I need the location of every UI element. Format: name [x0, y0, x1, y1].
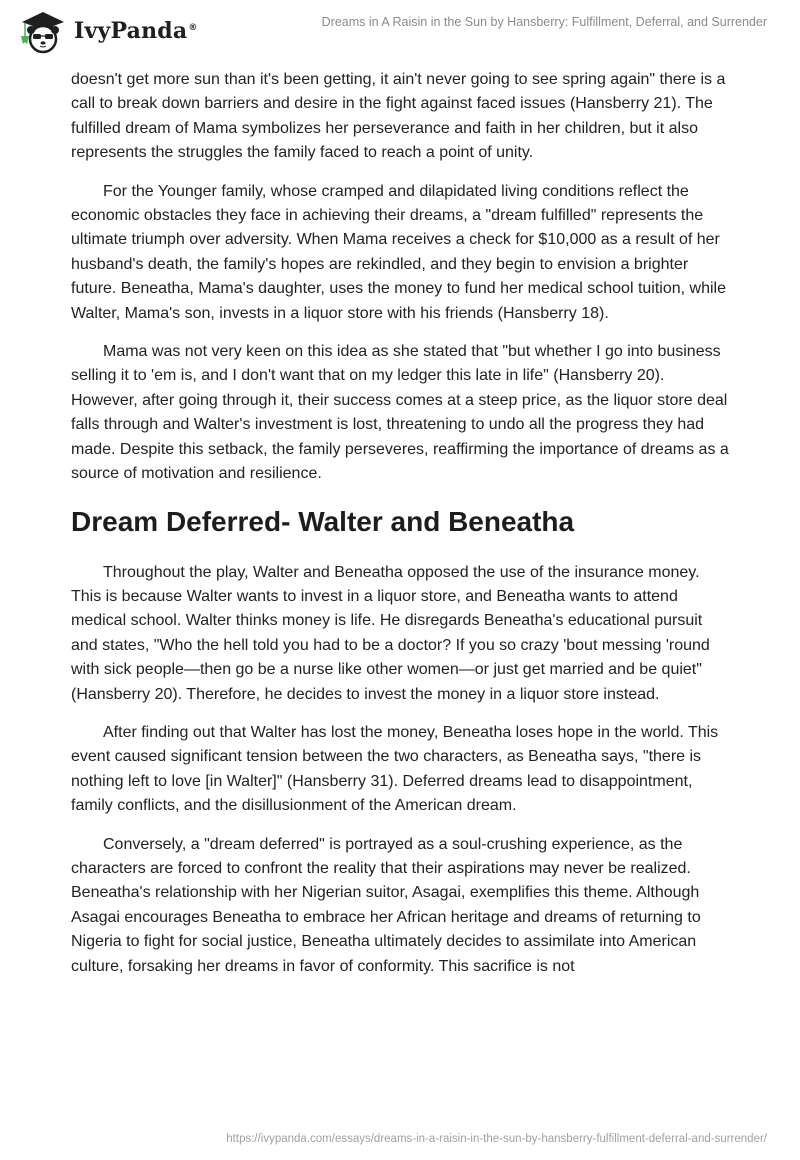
- paragraph: For the Younger family, whose cramped and dilapidated living conditions reflect the economic obstacles they face in achieving their dreams, a "dream fulfilled" represents the ultimate triumph over adversity. When Mama receives a check for $10,000 as a result of her husband's death, the family's hopes are rekindled, and they begin to envision a brighter future. Beneatha, Mama's daughter, uses the money to fund her medical school tuition, while Walter, Mama's son, invests in a liquor store with his friends (Hansberry 18).: [71, 182, 726, 322]
- page-header: [0, 0, 800, 56]
- source-url[interactable]: https://ivypanda.com/essays/dreams-in-a-raisin-in-the-sun-by-hansberry-fulfillment-deferral-and-surrender/: [226, 1133, 767, 1145]
- logo-wordmark: [74, 18, 198, 44]
- paragraph: doesn't get more sun than it's been getting, it ain't never going to see spring again" there is a call to break down barriers and desire in the fight against faced issues (Hansberry 21). The fulfilled dream of Mama symbolizes her perseverance and faith in her children, but it also represents the struggles the family faced to reach a point of unity.: [71, 71, 726, 162]
- logo-name: IvyPanda: [74, 18, 188, 44]
- registered-mark: ®: [188, 22, 198, 33]
- paragraph: Mama was not very keen on this idea as she stated that "but whether I go into business selling it to 'em is, and I don't want that on my ledger this late in life" (Hansberry 20). However, after going through it, their success comes at a steep price, as the liquor store deal falls through and Walter's investment is lost, threatening to undo all the progress they had made. Despite this setback, the family perseveres, reaffirming the importance of dreams as a source of motivation and resilience.: [71, 343, 729, 483]
- paragraph: After finding out that Walter has lost the money, Beneatha loses hope in the world. This event caused significant tension between the two characters, as Beneatha says, "there is nothing left to love [in Walter]" (Hansberry 31). Deferred dreams lead to disappointment, family conflicts, and the disillusionment of the American dream.: [71, 723, 719, 815]
- panda-graduate-icon: [18, 8, 68, 54]
- essay-content: [71, 68, 731, 993]
- document-title: Dreams in A Raisin in the Sun by Hansberry: Fulfillment, Deferral, and Surrender: [321, 15, 767, 29]
- paragraph: Throughout the play, Walter and Beneatha opposed the use of the insurance money. This is because Walter wants to invest in a liquor store, and Beneatha wants to attend medical school. Walter thinks money is life. He disregards Beneatha's educational pursuit and states, "Who the hell told you had to be a doctor? If you so crazy 'bout messing 'round with sick people—then go be a nurse like other women—or just get married and be quiet" (Hansberry 20). Therefore, he decides to invest the money in a liquor store instead.: [71, 563, 710, 703]
- paragraph: Conversely, a "dream deferred" is portrayed as a soul-crushing experience, as the characters are forced to confront the reality that their aspirations may never be realized. Beneatha's relationship with her Nigerian suitor, Asagai, exemplifies this theme. Although Asagai encourages Beneatha to embrace her African heritage and dreams of returning to Nigeria to fight for social justice, Beneatha ultimately decides to assimilate into American culture, forsaking her dreams in favor of conformity. This sacrifice is not: [71, 835, 701, 975]
- ivypanda-logo[interactable]: [18, 8, 198, 54]
- section-heading: Dream Deferred- Walter and Beneatha: [71, 505, 575, 537]
